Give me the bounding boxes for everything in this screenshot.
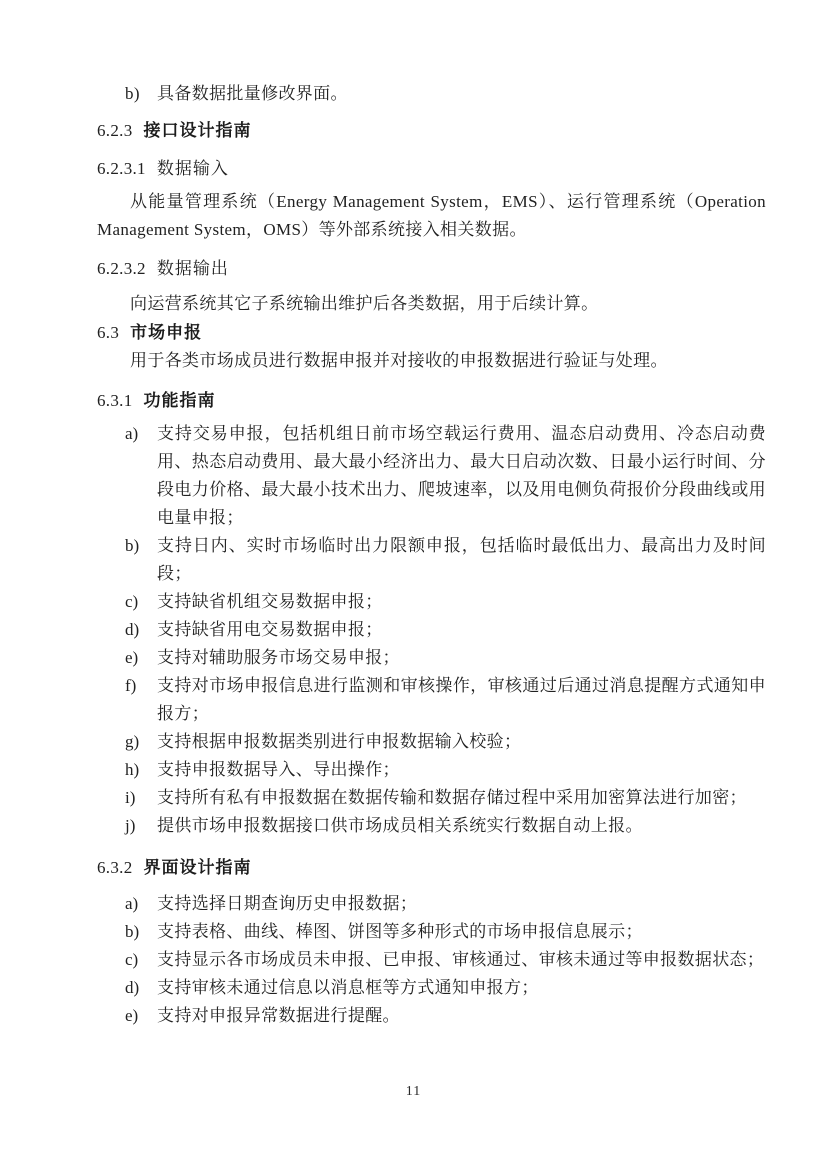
- list-item: [125, 672, 766, 728]
- list-item-text: 支持所有私有申报数据在数据传输和数据存储过程中采用加密算法进行加密；: [157, 788, 747, 807]
- list-item-text: 支持审核未通过信息以消息框等方式通知申报方；: [157, 978, 539, 997]
- heading-number: 6.3.1: [97, 391, 133, 410]
- heading-number: 6.3.2: [97, 858, 133, 877]
- list-item-letter: e): [125, 648, 139, 667]
- page-number: 11: [405, 1084, 422, 1099]
- list-item-letter: a): [125, 424, 139, 443]
- page-content: [97, 80, 766, 1030]
- heading-number: 6.3: [97, 323, 120, 342]
- heading-title: 功能指南: [143, 391, 216, 410]
- list-item-letter: g): [125, 732, 140, 751]
- list-item-text: 支持对市场申报信息进行监测和审核操作，审核通过后通过消息提醒方式通知申报方；: [157, 676, 766, 723]
- list-item-text: 支持缺省用电交易数据申报；: [157, 620, 383, 639]
- list-item-text: 支持申报数据导入、导出操作；: [157, 760, 400, 779]
- list-item: [125, 588, 766, 616]
- list-item: [125, 974, 766, 1002]
- list-item-letter: b): [125, 922, 140, 941]
- list-item: [125, 784, 766, 812]
- list-item-text: 提供市场申报数据接口供市场成员相关系统实行数据自动上报。: [157, 816, 643, 835]
- list-item: [125, 80, 766, 108]
- list-item: [125, 1002, 766, 1030]
- list-item-letter: c): [125, 950, 139, 969]
- list-item: [125, 756, 766, 784]
- list-item: [125, 918, 766, 946]
- list-item-letter: i): [125, 788, 136, 807]
- heading-number: 6.2.3.2: [97, 259, 146, 278]
- paragraph-data-output: 向运营系统其它子系统输出维护后各类数据，用于后续计算。: [130, 294, 599, 313]
- section-heading-6-2-3: [97, 117, 766, 145]
- list-item: [125, 728, 766, 756]
- heading-number: 6.2.3.1: [97, 159, 146, 178]
- list-item-letter: e): [125, 1006, 139, 1025]
- list-item: [125, 420, 766, 532]
- list-item: [125, 812, 766, 840]
- list-item-text: 支持选择日期查询历史申报数据；: [157, 894, 418, 913]
- list-item-letter: d): [125, 978, 140, 997]
- section-heading-6-2-3-2: [97, 255, 766, 283]
- list-item-text: 支持表格、曲线、棒图、饼图等多种形式的市场申报信息展示；: [157, 922, 643, 941]
- list-item-letter: f): [125, 676, 137, 695]
- list-item-text: 支持交易申报，包括机组日前市场空载运行费用、温态启动费用、冷态启动费用、热态启动费用、最大最小经济出力、最大日启动次数、日最小运行时间、分段电力价格、最大最小技术出力、爬坡速率，以及用电侧负荷报价分段曲线或用电量申报；: [157, 424, 766, 527]
- list-item-letter: d): [125, 620, 140, 639]
- paragraph-market-declaration: 用于各类市场成员进行数据申报并对接收的申报数据进行验证与处理。: [130, 351, 668, 370]
- heading-title: 界面设计指南: [143, 858, 252, 877]
- ui-design-guide-list: [97, 890, 766, 1030]
- list-item-letter: b): [125, 536, 140, 555]
- heading-title: 数据输出: [156, 259, 229, 278]
- list-item-text: 支持根据申报数据类别进行申报数据输入校验；: [157, 732, 522, 751]
- heading-number: 6.2.3: [97, 121, 133, 140]
- list-item-text: 具备数据批量修改界面。: [157, 84, 348, 103]
- list-item: [125, 532, 766, 588]
- list-item-letter: j): [125, 816, 136, 835]
- section-heading-6-3-1: [97, 387, 766, 415]
- list-item-text: 支持缺省机组交易数据申报；: [157, 592, 383, 611]
- section-heading-6-3: [97, 319, 766, 347]
- list-item: [125, 890, 766, 918]
- list-item: [125, 644, 766, 672]
- list-item-letter: a): [125, 894, 139, 913]
- section-heading-6-3-2: [97, 854, 766, 882]
- list-item-text: 支持对辅助服务市场交易申报；: [157, 648, 400, 667]
- list-item-text: 支持显示各市场成员未申报、已申报、审核通过、审核未通过等申报数据状态；: [157, 950, 765, 969]
- heading-title: 市场申报: [130, 323, 203, 342]
- list-item-text: 支持对申报异常数据进行提醒。: [157, 1006, 400, 1025]
- list-item: [125, 616, 766, 644]
- list-item-letter: b): [125, 84, 140, 103]
- list-item: [125, 946, 766, 974]
- heading-title: 接口设计指南: [143, 121, 252, 140]
- list-item-letter: h): [125, 760, 140, 779]
- heading-title: 数据输入: [156, 159, 229, 178]
- section-heading-6-2-3-1: [97, 155, 766, 183]
- list-item-text: 支持日内、实时市场临时出力限额申报，包括临时最低出力、最高出力及时间段；: [157, 536, 766, 583]
- function-guide-list: [97, 420, 766, 840]
- list-item-letter: c): [125, 592, 139, 611]
- paragraph-data-input: 从能量管理系统（Energy Management System，EMS）、运行管理系统（Operation Management System，OMS）等外部系统接入相关数据。: [97, 192, 766, 239]
